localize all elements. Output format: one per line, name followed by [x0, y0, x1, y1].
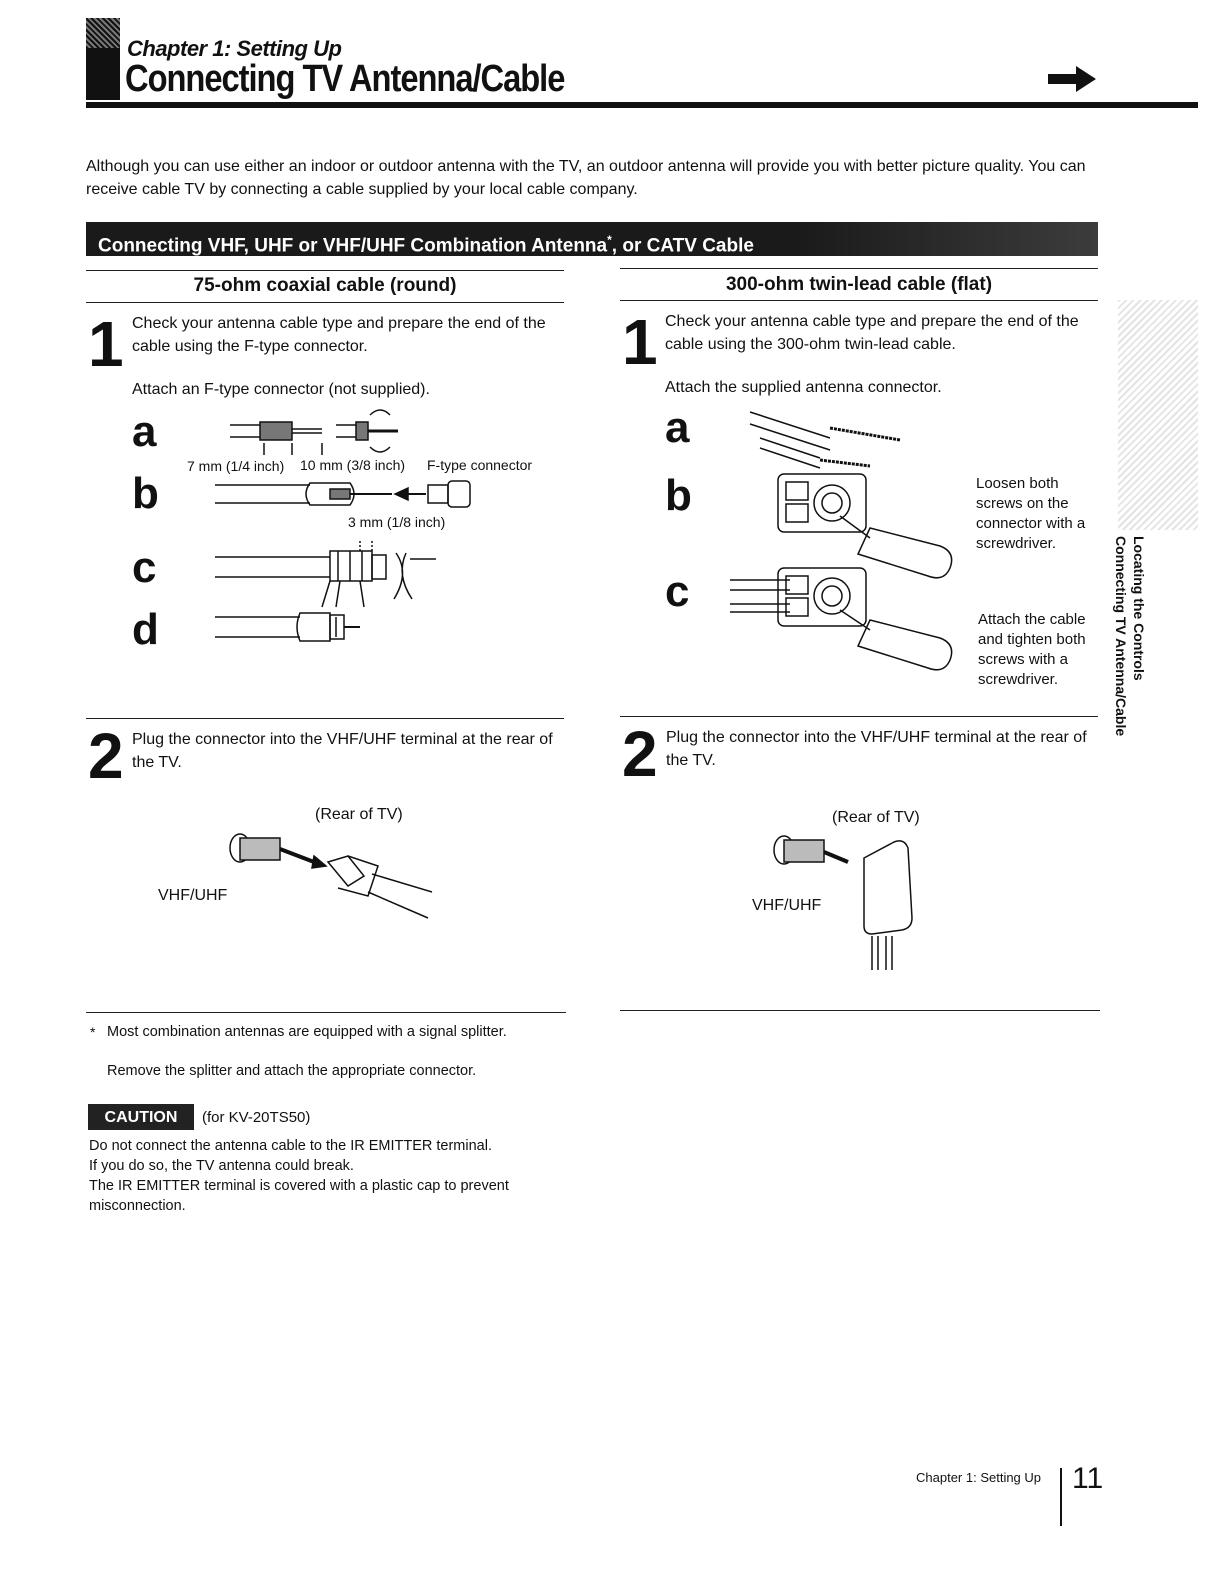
left-step1-text: Check your antenna cable type and prepare the end of the cable using the F-type connector.: [132, 315, 546, 355]
caution-line1: Do not connect the antenna cable to the IR EMITTER terminal.: [89, 1138, 492, 1154]
chapter-label: Chapter 1: Setting Up: [127, 36, 342, 61]
page-number: 11: [1072, 1462, 1104, 1495]
right-note-c: Attach the cable and tighten both screws with a screwdriver.: [978, 611, 1086, 688]
right-note-b: Loosen both screws on the connector with a screwdriver.: [976, 475, 1086, 552]
coax-to-tv-diagram: [222, 826, 442, 926]
next-page-arrow-icon: [1048, 66, 1098, 92]
side-tab-text: Locating the Controls Connecting TV Antenna/Cable: [1113, 536, 1147, 737]
left-step2-rule: [86, 718, 564, 719]
left-rear-label: (Rear of TV): [315, 806, 403, 823]
caution-badge: CAUTION: [88, 1104, 194, 1130]
right-step2-number: 2: [622, 718, 656, 790]
left-step2-text: Plug the connector into the VHF/UHF terminal at the rear of the TV.: [132, 731, 553, 771]
label-7mm: 7 mm (1/4 inch): [187, 458, 285, 474]
side-tab-shading: [1118, 300, 1198, 530]
left-step2-number: 2: [88, 720, 122, 792]
right-rear-label: (Rear of TV): [832, 809, 920, 826]
coax-preparation-diagram: [210, 405, 570, 665]
footnote-line1: Most combination antennas are equipped with a signal splitter.: [107, 1024, 507, 1040]
caution-model: (for KV-20TS50): [202, 1109, 311, 1126]
left-column-heading: 75-ohm coaxial cable (round): [193, 275, 457, 296]
left-letter-d: d: [132, 605, 159, 654]
twinlead-preparation-diagram: [720, 398, 970, 688]
footer-chapter: Chapter 1: Setting Up: [916, 1470, 1042, 1485]
caution-line3: The IR EMITTER terminal is covered with a plastic cap to prevent misconnection.: [89, 1178, 509, 1214]
left-attach-text: Attach an F-type connector (not supplied).: [132, 381, 430, 398]
side-tab: [1112, 536, 1152, 736]
left-top-rule: [86, 270, 564, 271]
label-ftype: F-type connector: [427, 457, 533, 473]
right-letter-a: a: [665, 403, 690, 452]
label-3mm: 3 mm (1/8 inch): [348, 514, 446, 530]
footer-divider: [1060, 1468, 1062, 1526]
banner-text: Connecting VHF, UHF or VHF/UHF Combination Antenna: [98, 235, 608, 257]
page-title: Connecting TV Antenna/Cable: [125, 58, 565, 100]
banner-tail: , or CATV Cable: [611, 235, 754, 257]
left-letter-c: c: [132, 543, 157, 592]
right-attach-text: Attach the supplied antenna connector.: [665, 379, 942, 396]
section-banner: [86, 222, 1098, 256]
right-letter-c: c: [665, 567, 690, 616]
chapter-marker-texture: [86, 18, 120, 48]
right-top-rule: [620, 268, 1098, 269]
left-letter-a: a: [132, 407, 157, 456]
right-bottom-rule: [620, 1010, 1100, 1011]
right-step1-text: Check your antenna cable type and prepare the end of the cable using the 300-ohm twin-lead cable.: [665, 313, 1079, 353]
right-heading-rule: [620, 300, 1098, 301]
left-step1-number: 1: [88, 308, 122, 380]
header-rule: [86, 102, 1198, 108]
banner-star: *: [607, 233, 612, 247]
right-column-heading: 300-ohm twin-lead cable (flat): [725, 274, 993, 295]
left-letter-b: b: [132, 469, 159, 518]
right-step1-number: 1: [622, 306, 656, 378]
twinlead-to-tv-diagram: [768, 828, 938, 978]
intro-paragraph: Although you can use either an indoor or outdoor antenna with the TV, an outdoor antenna will provide you with better picture quality. You can receive cable TV by connecting a cable supplied by your local cable company.: [86, 158, 1086, 198]
caution-line2: If you do so, the TV antenna could break.: [89, 1158, 354, 1174]
footnote-star: *: [90, 1024, 96, 1040]
left-vhf-label: VHF/UHF: [158, 887, 228, 904]
right-vhf-label: VHF/UHF: [752, 897, 822, 914]
left-heading-rule: [86, 302, 564, 303]
left-bottom-rule: [86, 1012, 566, 1013]
right-letter-b: b: [665, 471, 692, 520]
label-10mm: 10 mm (3/8 inch): [300, 457, 406, 473]
right-step2-text: Plug the connector into the VHF/UHF terminal at the rear of the TV.: [666, 729, 1087, 769]
footnote-line2: Remove the splitter and attach the appropriate connector.: [107, 1063, 477, 1079]
right-step2-rule: [620, 716, 1098, 717]
